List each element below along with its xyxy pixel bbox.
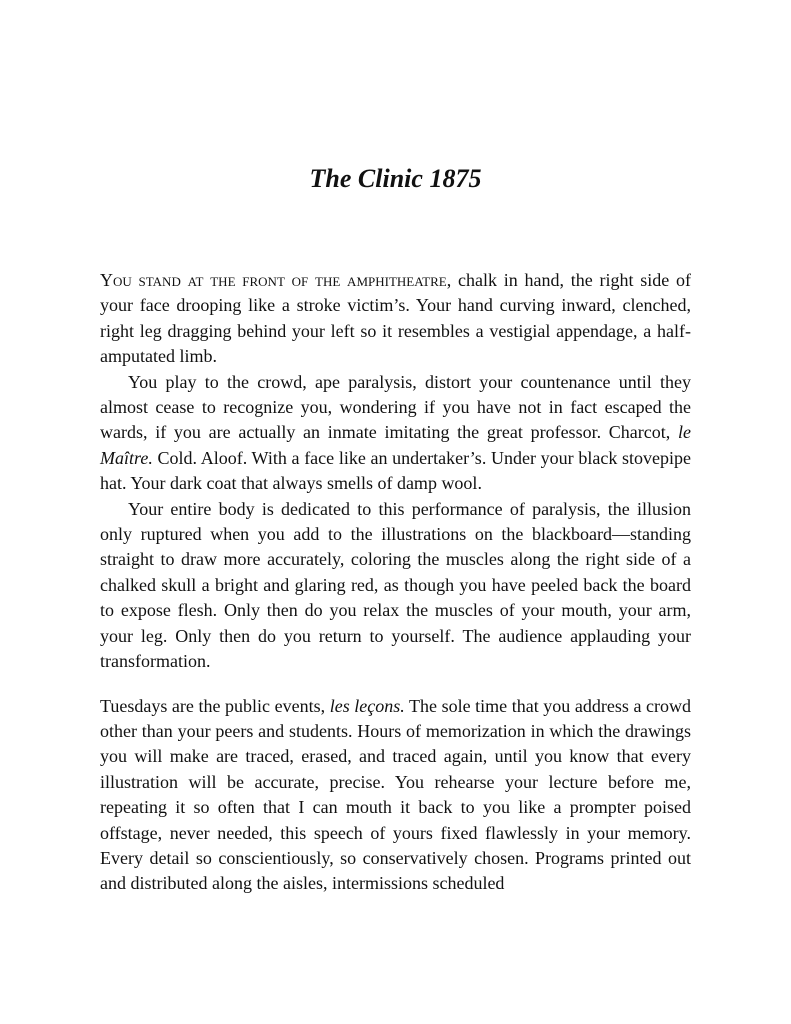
body-text: [100, 268, 691, 897]
paragraph-2-text-after: Cold. Aloof. With a face like an undertaker’s. Under your black stovepipe hat. Your dark coat that always smells of damp wool.: [100, 447, 691, 494]
paragraph-4-text-after: The sole time that you address a crowd other than your peers and students. Hours of memorization in which the drawings you will make are traced, erased, and traced again, until you know that every illustration will be accurate, precise. You rehearse your lecture before me, repeating it so often that I can mouth it back to you like a prompter poised offstage, never needed, this speech of yours fixed flawlessly in your memory. Every detail so conscientiously, so conservatively chosen. Programs printed out and distributed along the aisles, intermissions scheduled: [100, 695, 692, 894]
paragraph-1: [100, 268, 691, 370]
paragraph-4-text-before: Tuesdays are the public events,: [100, 695, 330, 716]
paragraph-3-text: Your entire body is dedicated to this performance of paralysis, the illusion only ruptured when you add to the illustrations on the blackboard—standing straight to draw more accurately, coloring the muscles along the right side of a chalked skull a bright and glaring red, as though you have peeled back the board to expose flesh. Only then do you relax the muscles of your mouth, your arm, your leg. Only then do you return to yourself. The audience applauding your transformation.: [100, 498, 691, 672]
paragraph-3: [100, 497, 691, 675]
chapter-title: The Clinic 1875: [309, 164, 482, 193]
paragraph-2-emphasis: le Maître.: [100, 422, 691, 468]
paragraph-2-text-before: You play to the crowd, ape paralysis, distort your countenance until they almost cease to recognize you, wondering if you have not in fact escaped the wards, if you are actually an inmate imitating the great professor. Charcot,: [100, 371, 691, 443]
paragraph-2: [100, 370, 691, 497]
paragraph-1-text: , chalk in hand, the right side of your face drooping like a stroke victim’s. Your hand curving inward, clenched, right leg dragging behind your left so it resembles a vestigial appendage, a half-amputated limb.: [100, 270, 692, 367]
paragraph-4: [100, 694, 691, 897]
paragraph-1-lead: You stand at the front of the amphitheatre: [100, 270, 447, 290]
paragraph-4-emphasis: les leçons.: [329, 695, 405, 716]
